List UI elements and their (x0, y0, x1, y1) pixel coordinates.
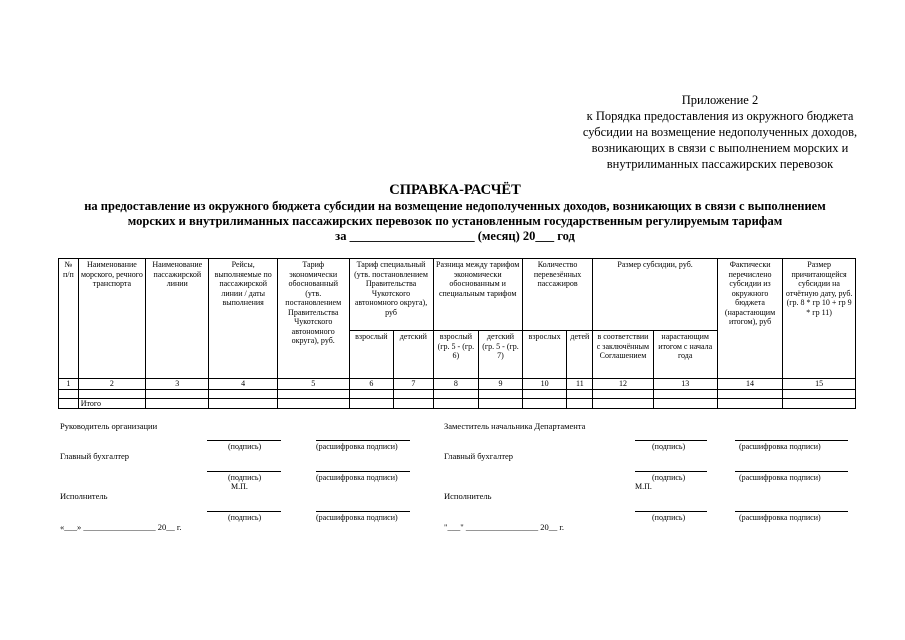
document-title (40, 181, 870, 244)
header-cell: Тариф специальный (утв. постановлением Правительства Чукотского автономного округа), руб (349, 259, 433, 331)
signature-decoding-caption: (расшифровка подписи) (316, 513, 398, 522)
column-number: 14 (717, 379, 782, 390)
title-line: морских и внутрилиманных пассажирских перевозок по установленным государственным регулируемым тарифам (127, 214, 783, 228)
subheader-cell: взрослый (гр. 5 - (гр. 6) (433, 331, 479, 379)
total-row (59, 398, 856, 409)
signature-line (207, 511, 281, 512)
stamp-place-label: М.П. (635, 482, 652, 491)
column-number: 1 (59, 379, 79, 390)
deputy-head-label: Заместитель начальника Департамента (444, 421, 586, 431)
table-row (59, 389, 856, 398)
subheader-cell: детский (394, 331, 433, 379)
subheader-cell: нарастающим итогом с начала года (653, 331, 717, 379)
header-cell: Размер субсидии, руб. (593, 259, 718, 331)
signature-decoding-caption: (расшифровка подписи) (739, 513, 821, 522)
signature-caption: (подпись) (652, 442, 686, 451)
column-number: 5 (277, 379, 349, 390)
signature-caption: (подпись) (228, 473, 262, 482)
appendix-line: к Порядка предоставления из окружного бюджета (586, 109, 854, 123)
signature-caption: (подпись) (652, 473, 686, 482)
signature-line (735, 511, 848, 512)
column-number: 3 (146, 379, 209, 390)
header-cell: Тариф экономически обоснованный (утв. постановлением Правительства Чукотского автономного округа), руб. (277, 259, 349, 379)
column-number: 4 (209, 379, 277, 390)
subheader-cell: взрослых (522, 331, 567, 379)
header-cell: Наименование морского, речного транспорта (78, 259, 145, 379)
signature-decoding-caption: (расшифровка подписи) (739, 473, 821, 482)
column-number: 8 (433, 379, 479, 390)
executor-label: Исполнитель (60, 491, 108, 501)
signature-line (635, 440, 707, 441)
title-main: СПРАВКА-РАСЧЁТ (389, 182, 521, 198)
appendix-line: Приложение 2 (681, 93, 759, 107)
column-number: 2 (78, 379, 145, 390)
subheader-cell: детей (567, 331, 593, 379)
header-cell: Количество перевезённых пассажиров (522, 259, 593, 331)
column-number: 12 (593, 379, 653, 390)
column-number: 13 (653, 379, 717, 390)
signature-line (316, 471, 410, 472)
chief-accountant-label: Главный бухгалтер (444, 451, 514, 461)
total-label: Итого (78, 398, 145, 409)
header-cell: Фактически перечислено субсидии из окружного бюджета (нарастающим итогом), руб (717, 259, 782, 379)
column-number: 6 (349, 379, 394, 390)
stamp-place-label: М.П. (231, 482, 248, 491)
column-number: 7 (394, 379, 433, 390)
calculation-table (58, 258, 856, 409)
appendix-line: внутрилиманных пассажирских перевозок (606, 157, 834, 171)
signature-line (316, 511, 410, 512)
signature-line (735, 440, 848, 441)
signature-decoding-caption: (расшифровка подписи) (316, 442, 398, 451)
header-cell: Наименование пассажирской линии (146, 259, 209, 379)
appendix-line: возникающих в связи с выполнением морских и (591, 141, 849, 155)
signature-line (635, 471, 707, 472)
header-cell: Размер причитающейся субсидии на отчётную дату, руб. (гр. 8 * гр 10 + гр 9 * гр 11) (783, 259, 856, 379)
subheader-cell: детский (гр. 5 - (гр. 7) (479, 331, 523, 379)
signature-caption: (подпись) (228, 442, 262, 451)
subheader-cell: взрослый (349, 331, 394, 379)
signature-line (207, 440, 281, 441)
head-of-organization-label: Руководитель организации (60, 421, 158, 431)
appendix-line: субсидии на возмещение недополученных доходов, (582, 125, 858, 139)
signature-caption: (подпись) (228, 513, 262, 522)
signature-decoding-caption: (расшифровка подписи) (739, 442, 821, 451)
column-number: 10 (522, 379, 567, 390)
signature-decoding-caption: (расшифровка подписи) (316, 473, 398, 482)
column-number: 9 (479, 379, 523, 390)
header-cell: № п/п (59, 259, 79, 379)
signature-caption: (подпись) (652, 513, 686, 522)
subheader-cell: в соответствии с заключённым Соглашением (593, 331, 653, 379)
title-period: за ____________________ (месяц) 20___ год (335, 229, 575, 243)
signature-line (635, 511, 707, 512)
signature-line (316, 440, 410, 441)
column-number: 15 (783, 379, 856, 390)
appendix-header (560, 92, 880, 172)
date-field-right: "___" _________________ 20__ г. (444, 522, 564, 532)
header-cell: Рейсы, выполняемые по пассажирской линии / даты выполнения (209, 259, 277, 379)
signature-line (735, 471, 848, 472)
header-cell: Разница между тарифом экономически обоснованным и специальным тарифом (433, 259, 522, 331)
date-field-left: «___» _________________ 20__ г. (60, 522, 182, 532)
signature-line (207, 471, 281, 472)
chief-accountant-label: Главный бухгалтер (60, 451, 130, 461)
executor-label: Исполнитель (444, 491, 492, 501)
title-line: на предоставление из окружного бюджета субсидии на возмещение недополученных доходов, возникающих в связи с выполнением (84, 199, 826, 213)
column-number: 11 (567, 379, 593, 390)
